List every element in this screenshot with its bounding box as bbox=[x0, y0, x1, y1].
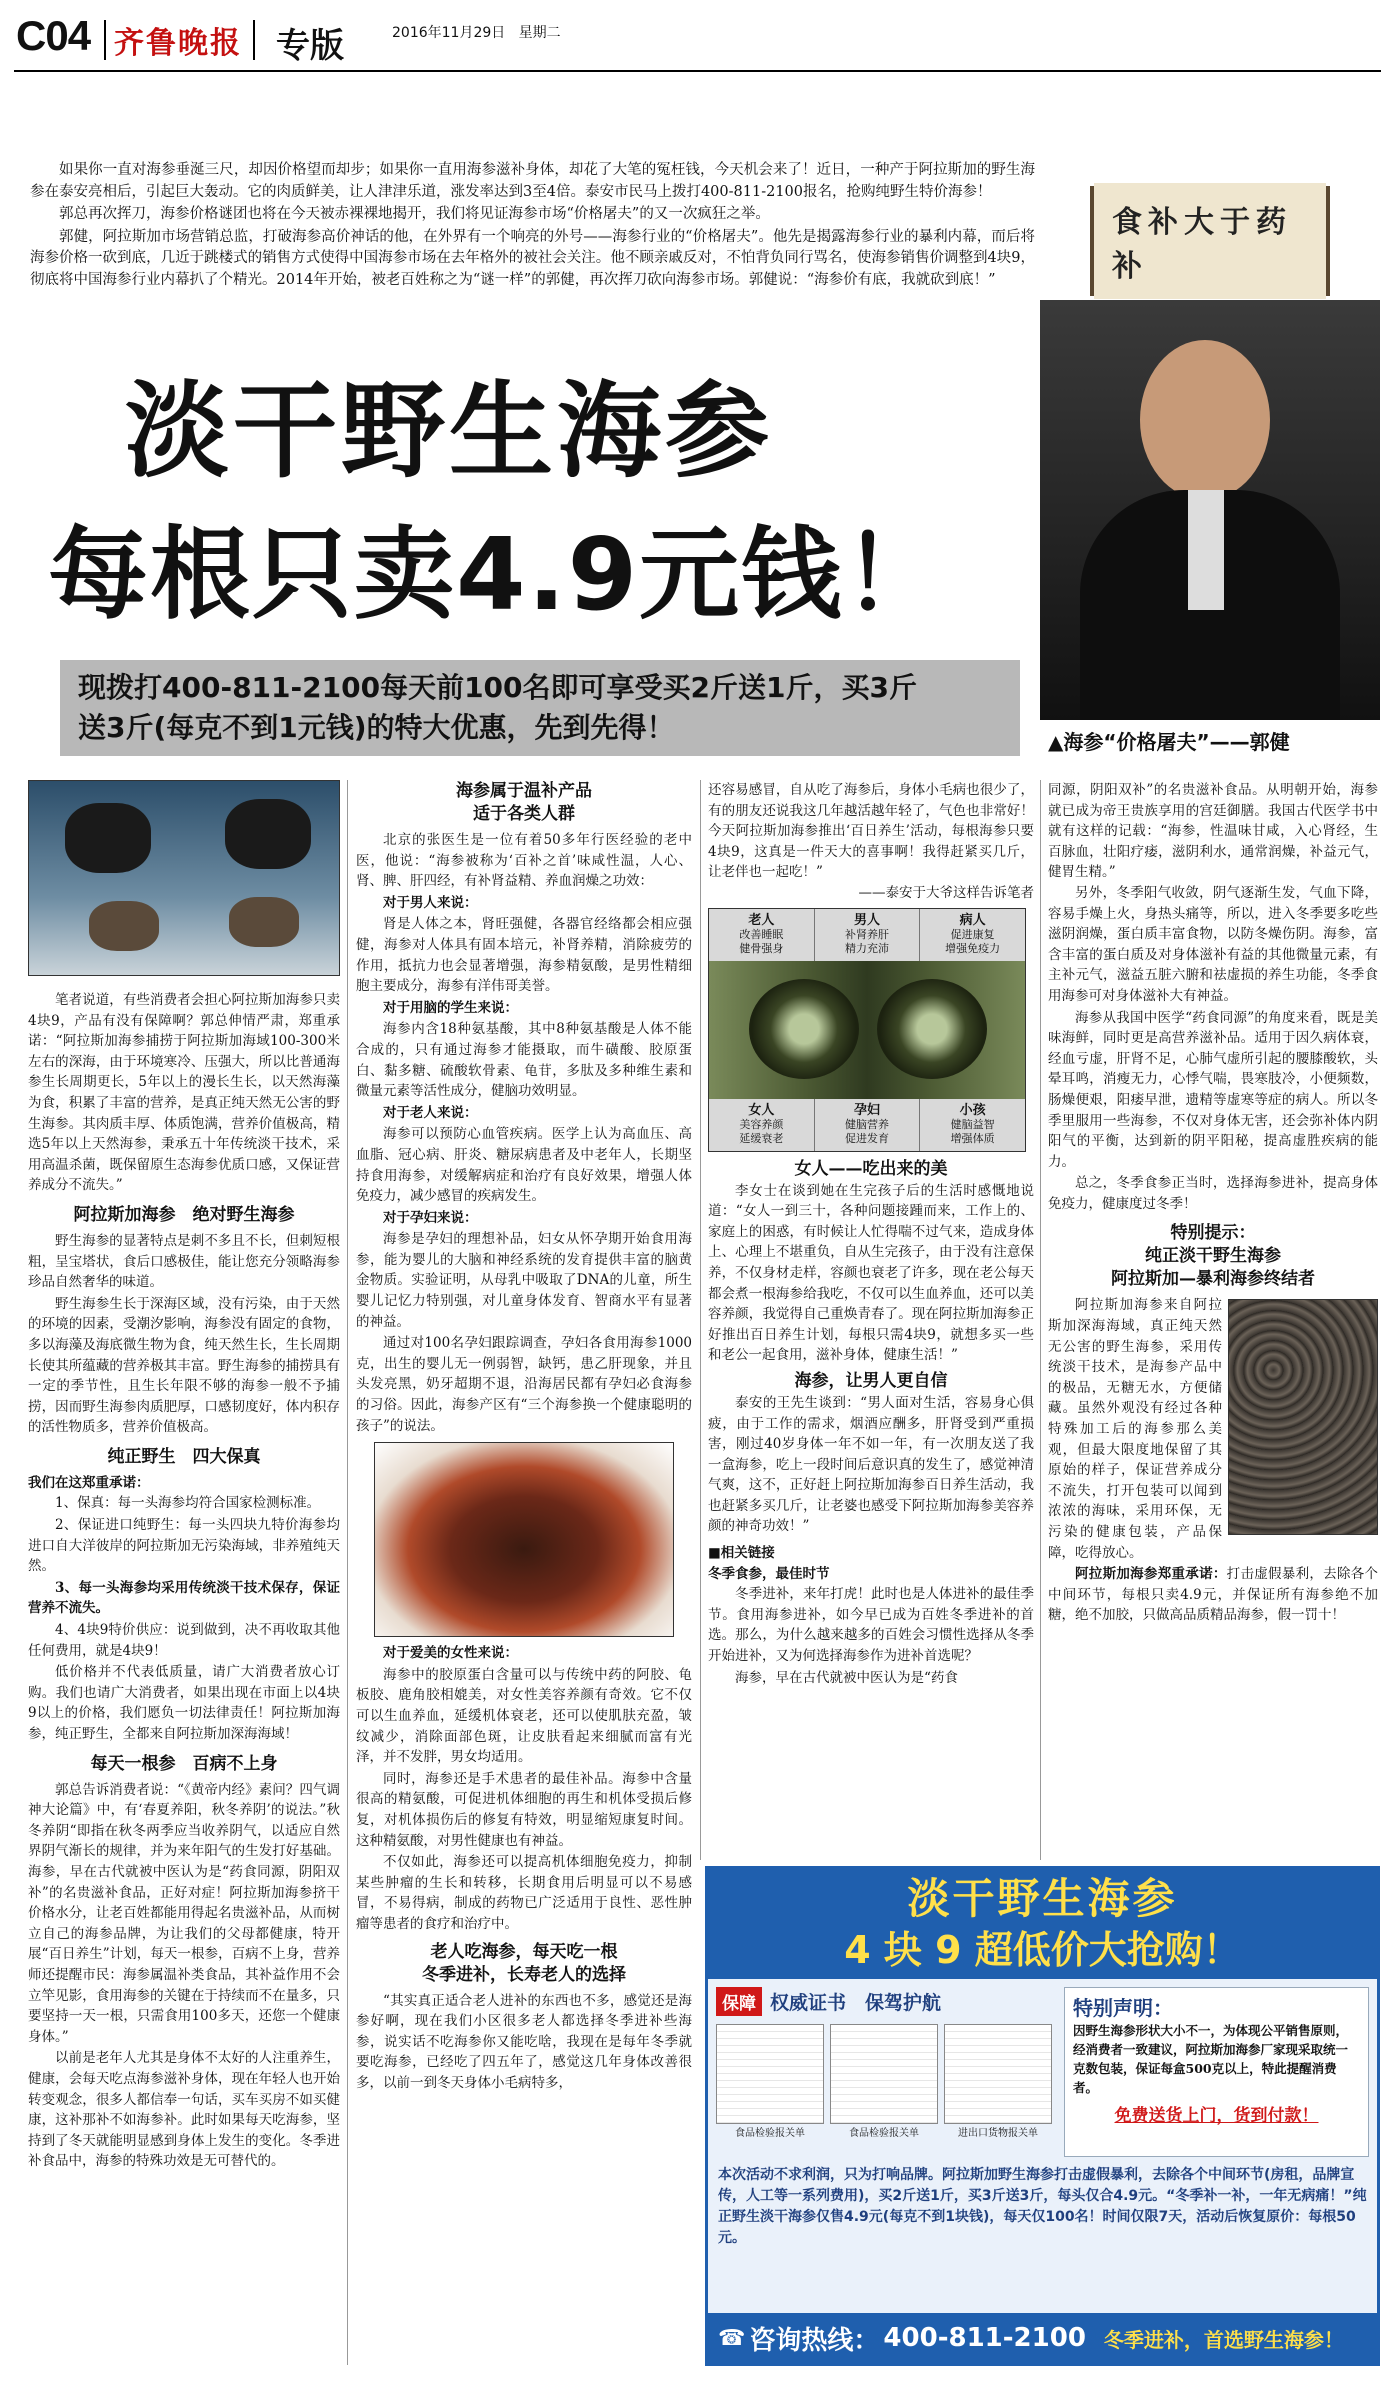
portrait-photo bbox=[1040, 300, 1380, 720]
ad-body: 本次活动不求利润，只为打响品牌。阿拉斯加野生海参打击虚假暴利，去除各个中间环节(房租，品牌宣传，人工等一系列费用)，买2斤送1斤，买3斤送3斤，每头仅合4.9元。“冬季补一补，一年无病痛！”纯正野生淡干海参仅售4.9元(每克不到1块钱)，每天仅100名！时间仅限7天，活动后恢复原价：每根50元。 bbox=[718, 2167, 1367, 2246]
free-delivery: 免费送货上门，货到付款！ bbox=[1114, 2106, 1319, 2126]
paragraph: 通过对100名孕妇跟踪调查，孕妇各食用海参1000克，出生的婴儿无一例弱智，缺钙，患乙肝现象，并且头发亮黑，奶牙超期不退，沿海居民都有孕妇必食海参的习俗。因此，海参产区有“三个海参换一个健康聪明的孩子”的说法。 bbox=[356, 1335, 692, 1434]
tip-label: 特别提示： bbox=[1170, 1223, 1256, 1244]
related-link-tag: ■相关链接 bbox=[708, 1545, 775, 1562]
intro-paragraph: 如果你一直对海参垂涎三尺，却因价格望而却步；如果你一直用海参滋补身体，却花了大笔的冤枉钱，今天机会来了！近日，一种产于阿拉斯加的野生海参在泰安亮相后，引起巨大轰动。它的肉质鲜美，让人津津乐道，涨发率达到3至4倍。泰安市民马上拨打400-811-2100报名，抢购纯野生特价海参！ bbox=[30, 162, 1035, 200]
special-notice bbox=[1064, 1987, 1369, 2157]
column-rule bbox=[700, 780, 701, 1860]
subheading: 每天一根参 百病不上身 bbox=[90, 1753, 278, 1774]
subheading: 冬季进补，长寿老人的选择 bbox=[422, 1964, 626, 1985]
column-1 bbox=[28, 990, 340, 2173]
date: 2016年11月29日 bbox=[392, 25, 506, 41]
column-4 bbox=[1048, 780, 1378, 1627]
document-caption: 进出口货物报关单 bbox=[958, 2128, 1038, 2139]
sea-cucumber-slice bbox=[877, 979, 987, 1079]
paragraph: 海参中的胶原蛋白含量可以与传统中药的阿胶、龟板胶、鹿角胶相媲美，对女性美容养颜有奇效。它不仅可以生血养血，延缓机体衰老，还可以使肌肤充盈，皱纹减少，消除面部色斑，让皮肤看起来细腻而富有光泽，并不发胖，男女均适用。 bbox=[356, 1666, 692, 1766]
subheading: 冬季食参，最佳时节 bbox=[708, 1565, 830, 1582]
benefit-cell bbox=[709, 1099, 815, 1151]
benefit-title: 孕妇 bbox=[854, 1102, 881, 1118]
audience-label: 对于爱美的女性来说： bbox=[383, 1645, 518, 1662]
column-3 bbox=[708, 780, 1034, 1689]
benefit-title: 女人 bbox=[748, 1102, 775, 1118]
benefits-row bbox=[709, 909, 1025, 961]
ad-subtitle: 4 块 9 超低价大抢购！ bbox=[844, 1928, 1241, 1972]
audience-label: 对于老人来说： bbox=[383, 1104, 478, 1121]
benefit-desc: 健脑营养 促进发育 bbox=[845, 1117, 889, 1145]
paragraph: 还容易感冒，自从吃了海参后，身体小毛病也很少了，有的朋友还说我这几年越活越年轻了，气色也非常好！今天阿拉斯加海参推出‘百日养生’活动，每根海参只要4块9，这真是一件天大的喜事啊！我得赶紧买几斤，让老伴也一起吃！” bbox=[708, 782, 1034, 881]
paragraph: 野生海参的显著特点是刺不多且不长，但刺短根粗，呈宝塔状，食后口感极佳，能让您充分领略海参珍品自然奢华的味道。 bbox=[28, 1232, 340, 1291]
subheading: 适于各类人群 bbox=[473, 804, 575, 824]
certificate-document bbox=[716, 2024, 824, 2124]
paragraph: 李女士在谈到她在生完孩子后的生活时感慨地说道：“女人一到三十，各种问题接踵而来，工作上的、家庭上的困惑，有时候让人忙得喘不过气来，造成身体上、心理上不堪重负，自从生完孩子，由于没有注意保养，不仅身材走样，容颜也衰老了许多，现在老公每天都会煮一根海参给我吃，不仅可以生血养血，还可以美容养颜，我觉得自己重焕青春了。现在阿拉斯加海参正好推出百日养生计划，每根只需4块9，就想多买一些和老公一起食用，滋补身体，健康生活！” bbox=[708, 1182, 1034, 1364]
portrait-caption: ▲海参“价格屠夫”——郭健 bbox=[1048, 730, 1290, 754]
portrait-head bbox=[1140, 340, 1270, 500]
calligraphy-sign bbox=[1090, 186, 1330, 296]
paragraph: 海参可以预防心血管疾病。医学上认为高血压、高血脂、冠心病、肝炎、糖尿病患者及中老年人，长期坚持食用海参，对缓解病症和治疗有良好效果，增强人体免疫力，减少感冒的疾病发生。 bbox=[356, 1126, 692, 1205]
notice-title: 特别声明： bbox=[1073, 1996, 1173, 2020]
paragraph: 冬季进补，来年打虎！此时也是人体进补的最佳季节。食用海参进补，如今早已成为百姓冬季进补的首选。那么，为什么越来越多的百姓会习惯性选择从冬季开始进补，又为何选择海参作为进补首选呢？ bbox=[708, 1586, 1034, 1665]
certificate-document bbox=[944, 2024, 1052, 2124]
subheading: 阿拉斯加—暴利海参终结者 bbox=[1111, 1269, 1315, 1290]
portrait-shirt bbox=[1188, 490, 1224, 610]
sea-cucumber-handful bbox=[229, 897, 299, 947]
subheading: 阿拉斯加海参 绝对野生海参 bbox=[73, 1204, 295, 1225]
paragraph: 打击虚假暴利，去除各个中间环节，每根只卖4.9元，并保证所有海参绝不加糖，绝不加胶，只做高品质精品海参，假一罚十！ bbox=[1048, 1566, 1379, 1624]
paragraph: 同源，阴阳双补”的名贵滋补食品。从明朝开始，海参就已成为帝王贵族享用的宫廷御膳。我国古代医学书中就有这样的记载：“海参，性温味甘咸，入心肾经，生百脉血，壮阳疗痿，滋阴利水，通常润燥，补益元气，健胃生精。” bbox=[1048, 782, 1378, 881]
benefits-row bbox=[709, 1099, 1025, 1151]
benefit-desc: 补肾养肝 精力充沛 bbox=[845, 927, 889, 955]
divider bbox=[253, 20, 255, 60]
paragraph: 另外，冬季阳气收敛，阴气逐渐生发，气血下降，容易手燥上火，身热头痛等，所以，进入冬季要多吃些滋阴润燥，蛋白质丰富食物，以防冬燥伤阴。海参，富含丰富的蛋白质及对身体滋补有益的其他微量元素，有主补元气，滋益五脏六腑和祛虚损的养生功能，冬季食用海参可对身体滋补大有神益。 bbox=[1048, 884, 1378, 1004]
pledge-label: 阿拉斯加海参郑重承诺： bbox=[1075, 1566, 1227, 1583]
benefit-title: 男人 bbox=[854, 912, 881, 928]
benefit-desc: 改善睡眠 健骨强身 bbox=[739, 927, 784, 955]
benefit-title: 小孩 bbox=[959, 1102, 986, 1118]
sea-cucumber-handful bbox=[89, 901, 159, 951]
benefit-desc: 健脑益智 增强体质 bbox=[950, 1117, 995, 1145]
paragraph: 野生海参生长于深海区域，没有污染，由于天然的环境的因素，受潮汐影响，海参没有固定的食物，多以海藻及海底微生物为食，纯天然生长，生长周期长使其所蕴藏的营养极其丰富。野生海参的捕捞具有一定的季节性，且生长年限不够的海参一般不予捕捞，因而野生海参肉质肥厚，口感韧度好，体内积存的活性物质多，营养价值极高。 bbox=[28, 1295, 340, 1436]
audience-label: 对于用脑的学生来说： bbox=[383, 999, 518, 1016]
column-rule bbox=[1040, 780, 1041, 1860]
header-rule bbox=[14, 70, 1381, 72]
benefit-cell bbox=[920, 1099, 1025, 1151]
benefit-title: 老人 bbox=[748, 912, 775, 928]
sign-text: 食补大于药补 bbox=[1094, 183, 1326, 299]
sea-cucumber-slice bbox=[749, 979, 859, 1079]
phone-icon: ☎ bbox=[718, 2325, 746, 2351]
paragraph: 北京的张医生是一位有着50多年行医经验的老中医，他说：“海参被称为‘百补之首’味咸性温，人心、肾、脾、肝四经，有补肾益精、养血润燥之功效： bbox=[356, 832, 692, 890]
subheading: 海参，让男人更自信 bbox=[794, 1370, 948, 1391]
paragraph: 2、保证进口纯野生：每一头四块九特价海参均进口自大洋彼岸的阿拉斯加无污染海域，非养殖纯天然。 bbox=[28, 1517, 340, 1575]
paragraph: 总之，冬季食参正当时，选择海参进补，提高身体免疫力，健康度过冬季！ bbox=[1048, 1175, 1378, 1212]
subheading: 女人——吃出来的美 bbox=[794, 1158, 948, 1179]
dried-sea-cucumber-photo bbox=[1228, 1299, 1378, 1535]
paragraph: 海参是孕妇的理想补品，妇女从怀孕期开始食用海参，能为婴儿的大脑和神经系统的发育提供丰富的脑黄金物质。实验证明，从母乳中吸取了DNA的儿童，所生婴儿记忆力特别强，对儿童身体发育、智商水平有显著的神益。 bbox=[356, 1231, 692, 1330]
audience-label: 对于孕妇来说： bbox=[383, 1209, 478, 1226]
certificate-heading: 权威证书 保驾护航 bbox=[770, 1992, 942, 2014]
paragraph: 泰安的王先生谈到：“男人面对生活，容易身心俱疲，由于工作的需求，烟酒应酬多，肝肾受到严重损害，刚过40岁身体一年不如一年，有一次朋友送了我一盒海参，吃上一段时间后意识真的发生了，感觉神清气爽，这不，正好赶上阿拉斯加海参百日养生活动，我也赶紧多买几斤，让老婆也感受下阿拉斯加海参美容养颜的神奇功效！” bbox=[708, 1394, 1034, 1535]
ad-box bbox=[705, 1866, 1380, 2366]
guarantee-badge: 保障 bbox=[716, 1987, 762, 2016]
promo-line: 现拨打400-811-2100每天前100名即可享受买2斤送1斤，买3斤 bbox=[78, 671, 917, 704]
paragraph: 肾是人体之本，肾旺强健，各器官经络都会相应强健，海参对人体具有固本培元，补肾养精，消除疲劳的作用，抵抗力也会显著增强，海参精氨酸，是男性精细胞主要成分，海参有洋伟哥美誉。 bbox=[356, 916, 692, 995]
subheading: 老人吃海参，每天吃一根 bbox=[430, 1941, 618, 1962]
paragraph: 以前是老年人尤其是身体不太好的人注重养生，健康，会每天吃点海参滋补身体，现在年轻人也开始转变观念，很多人都信奉一句话，买车买房不如买健康，这补那补不如海参补。此时如果每天吃海参，坚持到了冬天就能明显感到身体上发生的变化。冬季进补食品中，海参的特殊功效是无可替代的。 bbox=[28, 2050, 340, 2170]
promo-band bbox=[60, 660, 1020, 756]
benefit-cell bbox=[709, 909, 815, 961]
column-rule bbox=[347, 780, 348, 2365]
paragraph: 海参内含18种氨基酸，其中8种氨基酸是人体不能合成的，只有通过海参才能摄取，而牛磺酸、胶原蛋白、黏多糖、硫酸软骨素、龟苷，多肽及多种维生素和微量元素等活性成分，健脑功效明显。 bbox=[356, 1021, 692, 1100]
ad-slogan: 冬季进补，首选野生海参！ bbox=[1103, 2327, 1344, 2352]
certificate-document bbox=[830, 2024, 938, 2124]
paragraph: 笔者说道，有些消费者会担心阿拉斯加海参只卖4块9，产品有没有保障啊？郭总伸情严肃，郑重承诺：“阿拉斯加海参捕捞于阿拉斯加海域100-300米左右的深海，由于环境寒冷、压强大，所以比普通海参生长周期更长，5年以上的漫长生长，以天然海藻为食，积累了丰富的营养，是真正纯天然无公害的野生海参。其肉质丰厚、体质饱满，营养价值极高，精选5年以上天然海参，秉承五十年传统淡干技术，采用高温杀菌，既保留原生态海参优质口感，又保证营养成分不流失。” bbox=[28, 992, 340, 1194]
audience-label: 对于男人来说： bbox=[383, 894, 478, 911]
paragraph: 不仅如此，海参还可以提高机体细胞免疫力，抑制某些肿瘤的生长和转移，长期食用后明显可以不易感冒，不易得病，制成的药物已广泛适用于良性、恶性肿瘤等患者的食疗和治疗中。 bbox=[356, 1854, 692, 1932]
certificates-panel bbox=[716, 1987, 1056, 2157]
paragraph: 我们在这郑重承诺： bbox=[28, 1474, 150, 1491]
subheading: 纯正淡干野生海参 bbox=[1145, 1246, 1281, 1267]
section-title: 专版 bbox=[276, 26, 344, 66]
weekday: 星期二 bbox=[518, 25, 561, 41]
paragraph: 海参从我国中医学“药食同源”的角度来看，既是美味海鲜，同时更是高营养滋补品。适用于因久病体衰，经血亏虚，肝肾不足，心肺气虚所引起的腰膝酸软，头晕耳鸣，消瘦无力，心悸气喘，畏寒肢冷，小便频数，肠燥便艰，阳痿早泄，遗精等虚寒等症的病人。所以冬季里服用一些海参，不仅对身体无害，还会弥补体内阴阳气的平衡，达到新的阴平阳秘，提高虚胜疾病的能力。 bbox=[1048, 1009, 1378, 1170]
document-caption: 食品检验报关单 bbox=[849, 2128, 919, 2139]
ad-banner bbox=[708, 1869, 1377, 1979]
hotline-bar bbox=[708, 2313, 1377, 2363]
paragraph: 同时，海参还是手术患者的最佳补品。海参中含量很高的精氨酸，可促进机体细胞的再生和机体受损后修复，对机体损伤后的修复有特效，明显缩短康复时间。这种精氨酸，对男性健康也有神益。 bbox=[356, 1770, 692, 1849]
promo-line: 送3斤(每克不到1元钱)的特大优惠，先到先得！ bbox=[78, 711, 675, 744]
paragraph: 低价格并不代表低质量，请广大消费者放心订购。我们也请广大消费者，如果出现在市面上以4块9以上的价格，我们愿负一切法律责任！阿拉斯加海参，纯正野生，全都来自阿拉斯加深海海域！ bbox=[28, 1664, 340, 1742]
page-number: C04 bbox=[16, 12, 91, 59]
paragraph: 海参，早在古代就被中医认为是“药食 bbox=[735, 1669, 958, 1686]
benefit-desc: 美容养颜 延缓衰老 bbox=[739, 1117, 784, 1145]
intro-paragraph: 郭总再次挥刀，海参价格谜团也将在今天被赤裸裸地揭开，我们将见证海参市场“价格屠夫”的又一次疯狂之举。 bbox=[59, 206, 770, 222]
subheading: 海参属于温补产品 bbox=[456, 781, 592, 801]
paragraph: “其实真正适合老人进补的东西也不多，感觉还是海参好啊，现在我们小区很多老人都选择冬季进补些海参，说实话不吃海参你又能吃啥，我现在是每年冬季就要吃海参，已经吃了四五年了，感觉这几年身体改善很多，以前一到冬天身体小毛病特多， bbox=[356, 1992, 692, 2091]
attribution: ——泰安于大爷这样告诉笔者 bbox=[858, 884, 1034, 901]
benefit-title: 病人 bbox=[959, 912, 986, 928]
benefit-cell bbox=[815, 909, 921, 961]
ad-title: 淡干野生海参 bbox=[907, 1874, 1178, 1923]
sea-cucumber-photo bbox=[709, 961, 1025, 1099]
paragraph: 4、4块9特价供应：说到做到，决不再收取其他任何费用，就是4块9！ bbox=[28, 1622, 340, 1659]
divider bbox=[104, 20, 106, 60]
benefit-cell bbox=[920, 909, 1025, 961]
notice-text: 因野生海参形状大小不一，为体现公平销售原则，经消费者一致建议，阿拉斯加海参厂家现采取统一克数包装，保证每盒500克以上，特此提醒消费者。 bbox=[1073, 2023, 1349, 2095]
paragraph: 郭总告诉消费者说：“《黄帝内经》素问？四气调神大论篇》中，有‘春夏养阳，秋冬养阴’的说法。”秋冬养阴“即指在秋冬两季应当收养阴气，以适应自然界阴气渐长的规律，并为来年阳气的生发打好基础。海参，早在古代就被中医认为是“药食同源，阴阳双补”的名贵滋补食品，正好对症！阿拉斯加海参挤干价格水分，让老百姓都能用得起名贵滋补品，从而树立自己的海参品牌，为让我们的父母都健康，特开展“百日养生”计划，每天一根参，百病不上身，营养师还提醒市民：海参属温补类食品，其补益作用不会立竿见影，食用海参的关键在于持续而不在量多，只要坚持一天一根，只需食用100多天，还您一个健康身体。” bbox=[28, 1781, 340, 2045]
hotline-label: 咨询热线： bbox=[749, 2325, 880, 2356]
benefit-cell bbox=[815, 1099, 921, 1151]
headline-line2: 每根只卖4.9元钱！ bbox=[48, 516, 946, 633]
divers-photo bbox=[28, 780, 340, 976]
dish-photo bbox=[374, 1442, 674, 1637]
header-date bbox=[392, 22, 561, 42]
subheading: 纯正野生 四大保真 bbox=[107, 1446, 261, 1467]
intro bbox=[30, 160, 1035, 292]
benefits-graphic bbox=[708, 908, 1026, 1152]
newspaper-logo: 齐鲁晚报 bbox=[114, 26, 242, 61]
diver-mask bbox=[225, 799, 311, 869]
intro-paragraph: 郭健，阿拉斯加市场营销总监，打破海参高价神话的他，在外界有一个响亮的外号——海参行业的“价格屠夫”。他先是揭露海参行业的暴利内幕，而后将海参价格一砍到底，几近于跳楼式的销售方式使得中国海参市场在去年格外的被社会关注。他不顾亲戚反对，不怕背负同行骂名，使海参销售价调整到4块9，彻底将中国海参行业内幕扒了个精光。2014年开始，被老百姓称之为“谜一样”的郭健，再次挥刀砍向海参市场。郭健说：“海参价有底，我就砍到底！” bbox=[30, 228, 1035, 288]
headline-line1: 淡干野生海参 bbox=[125, 370, 774, 492]
benefit-desc: 促进康复 增强免疫力 bbox=[945, 927, 1001, 955]
document-caption: 食品检验报关单 bbox=[735, 2128, 805, 2139]
paragraph: 1、保真：每一头海参均符合国家检测标准。 bbox=[55, 1495, 321, 1512]
paragraph: 阿拉斯加海参来自阿拉斯加深海海域，真正纯天然无公害的野生海参，采用传统淡干技术，是海参产品中的极品，无糖无水，方便储藏。虽然外观没有经过各种特殊加工后的海参那么美观，但最大限度地保留了其原始的样子，保证营养成分不流失，打开包装可以闻到浓浓的海味，采用环保，无污染的健康包装，产品保障，吃得放心。 bbox=[1048, 1297, 1222, 1561]
paragraph: 3、每一头海参均采用传统淡干技术保存，保证营养不流失。 bbox=[28, 1579, 340, 1617]
hotline-number[interactable]: 400-811-2100 bbox=[883, 2323, 1086, 2353]
diver-mask bbox=[65, 803, 151, 873]
column-2 bbox=[356, 780, 692, 2095]
